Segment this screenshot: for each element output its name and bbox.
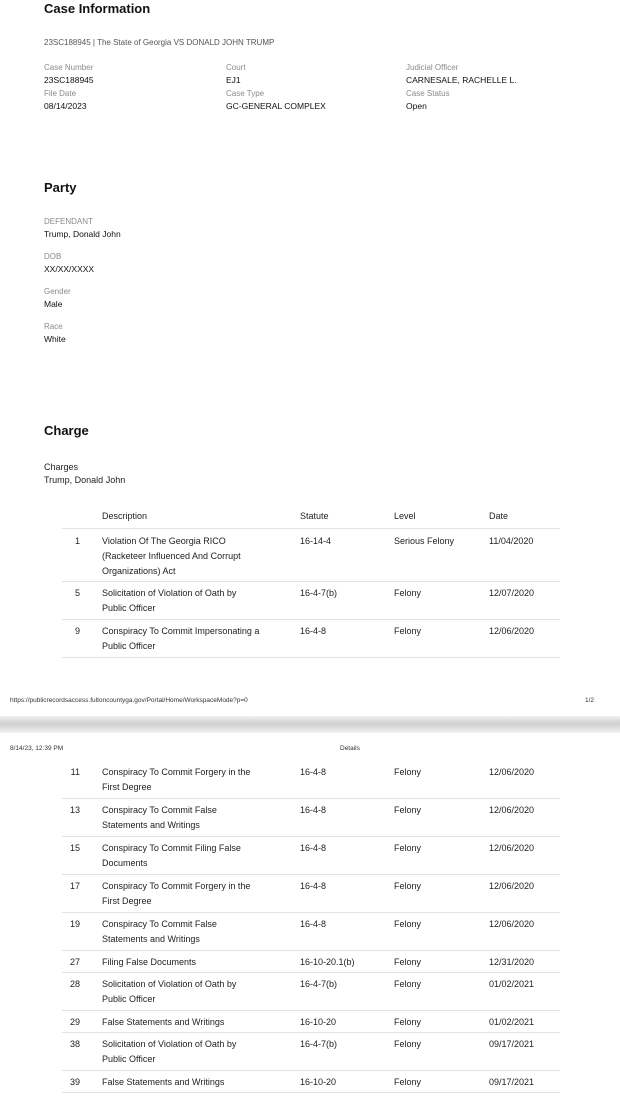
table-row-divider bbox=[62, 1010, 560, 1011]
party-field-label: DEFENDANT bbox=[44, 217, 93, 226]
case-caption: 23SC188945 | The State of Georgia VS DONALD JOHN TRUMP bbox=[44, 38, 275, 47]
case-field-value: CARNESALE, RACHELLE L. bbox=[406, 75, 517, 85]
charge-description-line: First Degree bbox=[102, 782, 152, 792]
charge-description-line: Conspiracy To Commit False bbox=[102, 805, 217, 815]
charge-level: Felony bbox=[394, 881, 422, 891]
charge-statute: 16-4-8 bbox=[300, 881, 327, 891]
party-field-value: Male bbox=[44, 299, 63, 309]
page-separator bbox=[0, 716, 620, 733]
charge-date: 12/06/2020 bbox=[489, 626, 535, 636]
charge-statute: 16-14-4 bbox=[300, 536, 332, 546]
charge-description bbox=[102, 1015, 224, 1030]
charge-number: 19 bbox=[69, 919, 80, 929]
table-row-divider bbox=[62, 836, 560, 837]
charge-description bbox=[102, 955, 196, 970]
charge-number: 39 bbox=[69, 1077, 80, 1087]
charge-description-line: Conspiracy To Commit Forgery in the bbox=[102, 881, 251, 891]
charge-date: 12/06/2020 bbox=[489, 919, 535, 929]
charge-date: 01/02/2021 bbox=[489, 1017, 535, 1027]
charge-statute: 16-10-20 bbox=[300, 1077, 337, 1087]
table-header-date: Date bbox=[489, 511, 509, 521]
charge-description-line: False Statements and Writings bbox=[102, 1017, 225, 1027]
party-field-value: Trump, Donald John bbox=[44, 229, 121, 239]
charge-number: 5 bbox=[74, 588, 80, 598]
table-header-level: Level bbox=[394, 511, 416, 521]
charge-description bbox=[102, 917, 217, 947]
charge-description-line: (Racketeer Influenced And Corrupt bbox=[102, 551, 241, 561]
charge-level: Felony bbox=[394, 979, 422, 989]
charge-date: 12/06/2020 bbox=[489, 881, 535, 891]
footer-url: https://publicrecordsaccess.fultoncountyga.gov/Portal/Home/WorkspaceMode?p=0 bbox=[10, 697, 248, 704]
case-field-label: Case Number bbox=[44, 63, 94, 72]
charge-description-line: Solicitation of Violation of Oath by bbox=[102, 1039, 237, 1049]
charge-description-line: Solicitation of Violation of Oath by bbox=[102, 588, 237, 598]
table-row-divider bbox=[62, 798, 560, 799]
charge-date: 09/17/2021 bbox=[489, 1039, 535, 1049]
charge-number: 11 bbox=[70, 767, 80, 777]
charge-description bbox=[102, 803, 217, 833]
charge-level: Serious Felony bbox=[394, 536, 455, 546]
charge-level: Felony bbox=[394, 1017, 422, 1027]
charge-description bbox=[102, 534, 241, 579]
charge-statute: 16-4-7(b) bbox=[300, 979, 338, 989]
charge-level: Felony bbox=[394, 1077, 422, 1087]
page2-title: Details bbox=[340, 745, 360, 752]
case-field-value: EJ1 bbox=[226, 75, 241, 85]
charge-level: Felony bbox=[394, 957, 422, 967]
charge-statute: 16-4-8 bbox=[300, 767, 327, 777]
case-information-heading: Case Information bbox=[44, 1, 151, 16]
table-row-divider bbox=[62, 657, 560, 658]
case-field-value: 23SC188945 bbox=[44, 75, 94, 85]
charge-description-line: Statements and Writings bbox=[102, 934, 200, 944]
charge-date: 12/07/2020 bbox=[489, 588, 535, 598]
charge-description-line: Organizations) Act bbox=[102, 566, 176, 576]
charge-description-line: Public Officer bbox=[102, 1054, 156, 1064]
charge-level: Felony bbox=[394, 805, 422, 815]
charge-number: 1 bbox=[74, 536, 80, 546]
document-page-2 bbox=[0, 733, 620, 1112]
charges-party-name: Trump, Donald John bbox=[44, 475, 126, 485]
table-row-divider bbox=[62, 1070, 560, 1071]
table-row-divider bbox=[62, 1092, 560, 1093]
charge-number: 15 bbox=[69, 843, 80, 853]
charge-statute: 16-4-7(b) bbox=[300, 588, 338, 598]
charge-description bbox=[102, 624, 259, 654]
charge-description bbox=[102, 879, 250, 909]
party-heading: Party bbox=[44, 180, 77, 195]
charge-date: 09/17/2021 bbox=[489, 1077, 535, 1087]
charge-statute: 16-4-8 bbox=[300, 805, 327, 815]
party-field-label: Race bbox=[44, 322, 63, 331]
case-field-label: Court bbox=[226, 63, 246, 72]
table-row-divider bbox=[62, 619, 560, 620]
charge-description-line: Documents bbox=[102, 858, 148, 868]
charge-description-line: Public Officer bbox=[102, 994, 156, 1004]
table-row-divider bbox=[62, 581, 560, 582]
party-field-label: Gender bbox=[44, 287, 71, 296]
charge-level: Felony bbox=[394, 767, 422, 777]
charge-level: Felony bbox=[394, 919, 422, 929]
table-header-statute: Statute bbox=[300, 511, 329, 521]
case-field-label: File Date bbox=[44, 89, 77, 98]
charge-description bbox=[102, 1075, 224, 1090]
charge-description bbox=[102, 1037, 236, 1067]
charge-date: 11/04/2020 bbox=[489, 536, 534, 546]
charge-statute: 16-10-20.1(b) bbox=[300, 957, 355, 967]
charge-heading: Charge bbox=[44, 423, 89, 438]
charge-description-line: Conspiracy To Commit False bbox=[102, 919, 217, 929]
charge-statute: 16-4-8 bbox=[300, 626, 327, 636]
table-row-divider bbox=[62, 874, 560, 875]
table-header-divider bbox=[62, 528, 560, 529]
charge-statute: 16-4-8 bbox=[300, 843, 327, 853]
charge-level: Felony bbox=[394, 588, 422, 598]
charge-description-line: First Degree bbox=[102, 896, 152, 906]
charge-number: 29 bbox=[69, 1017, 80, 1027]
charge-number: 27 bbox=[69, 957, 80, 967]
charge-description-line: Filing False Documents bbox=[102, 957, 197, 967]
case-field-label: Judicial Officer bbox=[406, 63, 459, 72]
charge-statute: 16-4-8 bbox=[300, 919, 327, 929]
case-field-value: Open bbox=[406, 101, 427, 111]
party-field-label: DOB bbox=[44, 252, 62, 261]
charge-level: Felony bbox=[394, 626, 422, 636]
charge-description-line: Public Officer bbox=[102, 641, 156, 651]
table-row-divider bbox=[62, 972, 560, 973]
charges-label: Charges bbox=[44, 462, 79, 472]
charge-description-line: Public Officer bbox=[102, 603, 156, 613]
table-row-divider bbox=[62, 1032, 560, 1033]
charge-description-line: Statements and Writings bbox=[102, 820, 200, 830]
charge-description bbox=[102, 586, 236, 616]
charge-description-line: Solicitation of Violation of Oath by bbox=[102, 979, 237, 989]
charge-date: 12/06/2020 bbox=[489, 805, 535, 815]
charge-description bbox=[102, 765, 250, 795]
party-field-value: White bbox=[44, 334, 66, 344]
table-row-divider bbox=[62, 950, 560, 951]
charge-date: 12/31/2020 bbox=[489, 957, 535, 967]
charge-level: Felony bbox=[394, 843, 422, 853]
charge-number: 28 bbox=[69, 979, 80, 989]
charge-number: 13 bbox=[69, 805, 80, 815]
charge-number: 17 bbox=[69, 881, 80, 891]
charge-number: 9 bbox=[74, 626, 80, 636]
charge-date: 12/06/2020 bbox=[489, 767, 535, 777]
case-field-value: 08/14/2023 bbox=[44, 101, 87, 111]
charge-description-line: Conspiracy To Commit Filing False bbox=[102, 843, 241, 853]
page2-timestamp: 8/14/23, 12:39 PM bbox=[10, 745, 64, 752]
charge-description bbox=[102, 841, 241, 871]
party-field-value: XX/XX/XXXX bbox=[44, 264, 95, 274]
charge-description-line: Conspiracy To Commit Impersonating a bbox=[102, 626, 260, 636]
charge-description bbox=[102, 977, 236, 1007]
case-field-value: GC-GENERAL COMPLEX bbox=[226, 101, 326, 111]
charge-description-line: Conspiracy To Commit Forgery in the bbox=[102, 767, 251, 777]
table-row-divider bbox=[62, 912, 560, 913]
charge-description-line: Violation Of The Georgia RICO bbox=[102, 536, 226, 546]
charge-number: 38 bbox=[69, 1039, 80, 1049]
charge-description-line: False Statements and Writings bbox=[102, 1077, 225, 1087]
charge-level: Felony bbox=[394, 1039, 422, 1049]
charge-date: 01/02/2021 bbox=[489, 979, 535, 989]
footer-page-number: 1/2 bbox=[585, 697, 595, 704]
case-field-label: Case Type bbox=[226, 89, 265, 98]
case-field-label: Case Status bbox=[406, 89, 450, 98]
charge-statute: 16-10-20 bbox=[300, 1017, 337, 1027]
charge-date: 12/06/2020 bbox=[489, 843, 535, 853]
charge-statute: 16-4-7(b) bbox=[300, 1039, 338, 1049]
table-header-desc: Description bbox=[102, 511, 148, 521]
